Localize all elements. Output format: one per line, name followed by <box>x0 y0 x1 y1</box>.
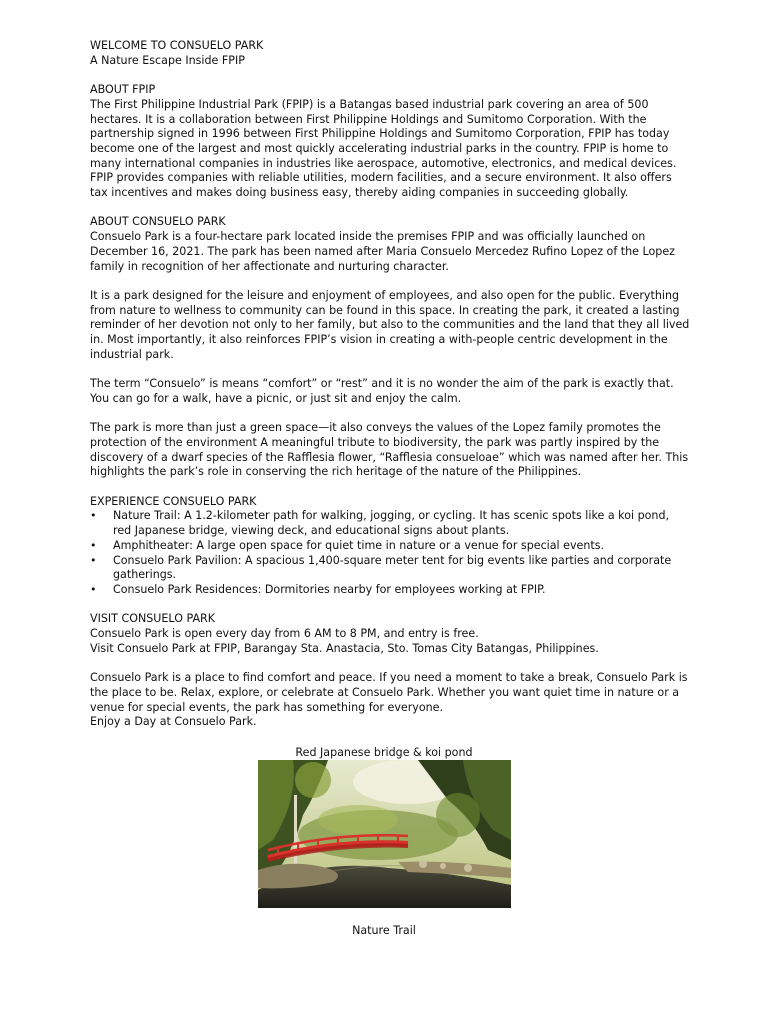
bridge-koi-pond-image <box>258 760 511 908</box>
about-park-paragraph-4: The park is more than just a green space—it also conveys the values of the Lopez family promotes the protection of the environment A meaningful tribute to biodiversity, the park was partly inspired by the discovery of a dwarf species of the Rafflesia flower, “Rafflesia consueloae” which was named after her. This highlights the park’s role in conserving the rich heritage of the nature of the Philippines. <box>90 421 689 479</box>
list-item-text: Nature Trail: A 1.2-kilometer path for walking, jogging, or cycling. It has scenic spots like a koi pond, red Japanese bridge, viewing deck, and educational signs about plants. <box>113 509 670 538</box>
section-heading-about-fpip: ABOUT FPIP <box>90 83 156 97</box>
park-photo <box>258 760 511 908</box>
list-item <box>90 539 690 554</box>
about-fpip-paragraph: The First Philippine Industrial Park (FPIP) is a Batangas based industrial park covering an area of 500 hectares. It is a collaboration between First Philippine Holdings and Sumitomo Corporation. With the partnership signed in 1996 between First Philippine Holdings and Sumitomo Corporation, FPIP has today become one of the largest and most quickly accelerating industrial parks in the country. FPIP is home to many international companies in industries like aerospace, automotive, electronics, and medical devices. FPIP provides companies with reliable utilities, modern facilities, and a secure environment. It also offers tax incentives and makes doing business easy, thereby aiding companies in succeeding globally. <box>90 97 677 200</box>
bullet-icon: • <box>90 538 97 552</box>
visit-hours: Consuelo Park is open every day from 6 AM to 8 PM, and entry is free. <box>90 627 479 641</box>
about-park-paragraph-2: It is a park designed for the leisure and enjoyment of employees, and also open for the public. Everything from nature to wellness to community can be found in this space. In creating the park, it created a lasting reminder of her devotion not only to her family, but also to the communities and the land that they all lived in. Most importantly, it also reinforces FPIP’s vision in creating a with-people centric development in the industrial park. <box>90 288 690 361</box>
figure-caption-top: Red Japanese bridge & koi pond <box>295 746 473 759</box>
document-body <box>90 39 690 730</box>
page-subtitle: A Nature Escape Inside FPIP <box>90 53 245 67</box>
list-item <box>90 509 690 538</box>
list-item-text: Consuelo Park Pavilion: A spacious 1,400-square meter tent for big events like parties and corporate gatherings. <box>113 553 672 582</box>
closing-paragraph: Consuelo Park is a place to find comfort and peace. If you need a moment to take a break, Consuelo Park is the place to be. Relax, explore, or celebrate at Consuelo Park. Whether you want quiet time in nature or a venue for special events, the park has something for everyone. <box>90 671 688 714</box>
bullet-icon: • <box>90 553 97 567</box>
list-item <box>90 583 690 598</box>
experience-list <box>90 509 690 597</box>
closing-tagline: Enjoy a Day at Consuelo Park. <box>90 715 257 729</box>
about-park-paragraph-3: The term “Consuelo” is means “comfort” or “rest” and it is no wonder the aim of the park is exactly that. You can go for a walk, have a picnic, or just sit and enjoy the calm. <box>90 377 674 405</box>
list-item-text: Consuelo Park Residences: Dormitories nearby for employees working at FPIP. <box>113 582 546 596</box>
figure-caption-bottom: Nature Trail <box>352 924 416 937</box>
bullet-icon: • <box>90 582 97 596</box>
list-item <box>90 554 690 583</box>
section-heading-visit: VISIT CONSUELO PARK <box>90 612 216 626</box>
about-park-paragraph-1: Consuelo Park is a four-hectare park located inside the premises FPIP and was officially launched on December 16, 2021. The park has been named after Maria Consuelo Mercedez Rufino Lopez of the Lopez family in recognition of her affectionate and nurturing character. <box>90 230 675 273</box>
section-heading-about-park: ABOUT CONSUELO PARK <box>90 215 226 229</box>
visit-address: Visit Consuelo Park at FPIP, Barangay Sta. Anastacia, Sto. Tomas City Batangas, Philippines. <box>90 641 599 655</box>
bullet-icon: • <box>90 509 97 523</box>
page-title: WELCOME TO CONSUELO PARK <box>90 39 264 52</box>
section-heading-experience: EXPERIENCE CONSUELO PARK <box>90 494 257 508</box>
list-item-text: Amphitheater: A large open space for quiet time in nature or a venue for special events. <box>113 538 605 552</box>
